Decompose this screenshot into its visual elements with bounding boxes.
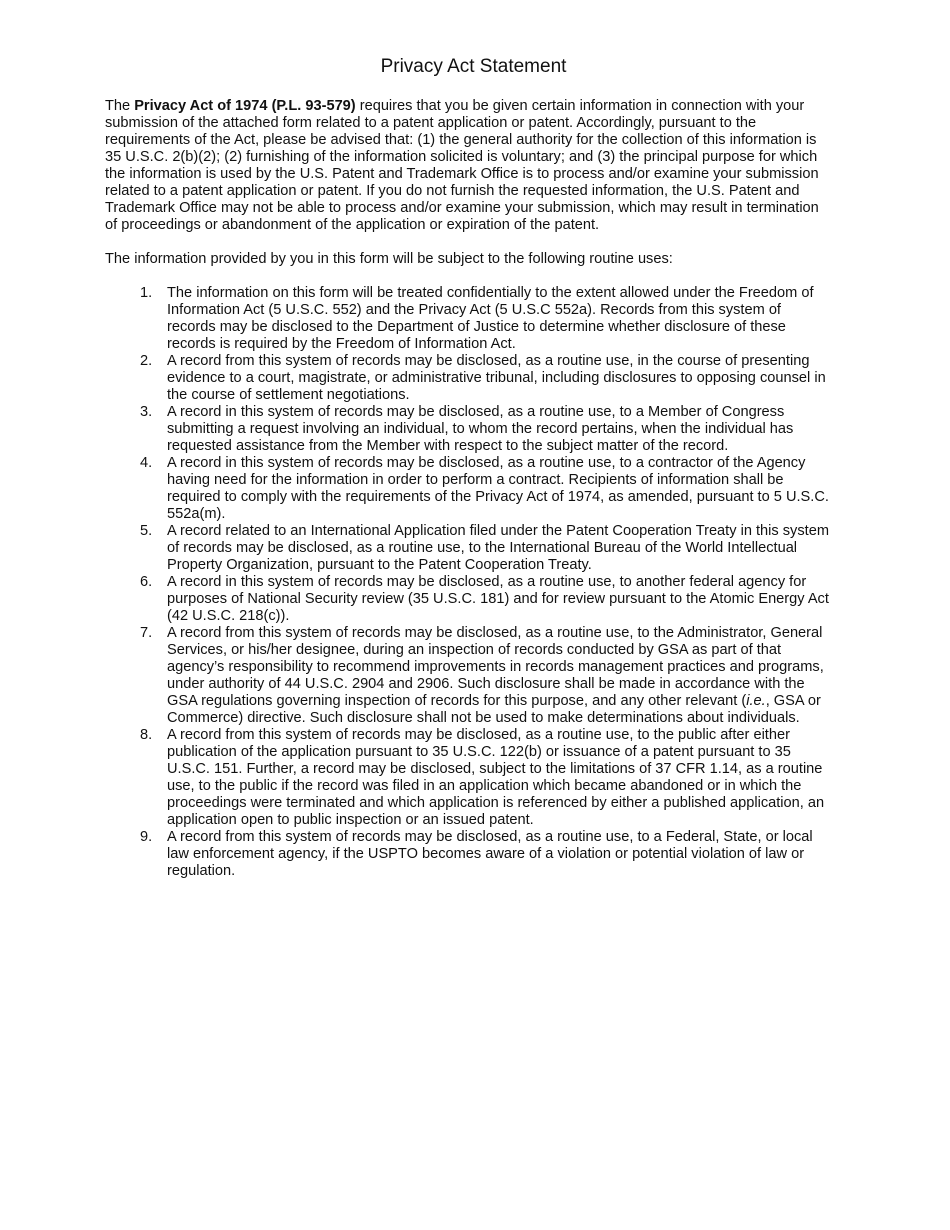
list-item-text-part-a: A record from this system of records may be disclosed, as a routine use, to the Administrator, General Services, or his/her designee, during an inspection of records conducted by GSA as part of that agency’s responsibility to recommend improvements in records management practices and programs, under authority of 44 U.S.C. 2904 and 2906. Such disclosure shall be made in accordance with the GSA regulations governing inspection of records for this purpose, and any other relevant (: [167, 625, 824, 709]
list-item-number: 3.: [140, 404, 153, 420]
intro-paragraph: [105, 98, 830, 234]
list-item: [140, 829, 830, 880]
list-item-text: A record in this system of records may be disclosed, as a routine use, to a Member of Congress submitting a request involving an individual, to whom the record pertains, when the individual has requested assistance from the Member with respect to the subject matter of the record.: [167, 404, 794, 454]
list-item-number: 8.: [140, 727, 153, 743]
routine-uses-list: [105, 285, 830, 880]
list-item-number: 7.: [140, 625, 153, 641]
list-item: [140, 625, 830, 727]
list-item-text: A record from this system of records may be disclosed, as a routine use, to the public after either publication of the application pursuant to 35 U.S.C. 122(b) or issuance of a patent pursuant to 35 U.S.C. 151. Further, a record may be disclosed, subject to the limitations of 37 CFR 1.14, as a routine use, to the public if the record was filed in an application which became abandoned or in which the proceedings were terminated and which application is referenced by either a published application, an application open to public inspection or an issued patent.: [167, 727, 825, 828]
list-item-number: 4.: [140, 455, 153, 471]
intro-act-name: Privacy Act of 1974 (P.L. 93-579): [134, 98, 356, 114]
list-item-number: 6.: [140, 574, 153, 590]
list-item-number: 5.: [140, 523, 153, 539]
intro-prefix: The: [105, 98, 135, 114]
list-item-number: 2.: [140, 353, 153, 369]
list-item-text: A record related to an International Application filed under the Patent Cooperation Treaty in this system of records may be disclosed, as a routine use, to the International Bureau of the World Intellectual Property Organization, pursuant to the Patent Cooperation Treaty.: [167, 523, 829, 573]
list-item: [140, 285, 830, 353]
list-item-text-part-b: , GSA or Commerce) directive. Such disclosure shall not be used to make determinations about individuals.: [167, 693, 821, 726]
list-item-text-italic: i.e.: [746, 693, 766, 709]
list-item-text: [167, 625, 824, 726]
list-item-text: A record in this system of records may be disclosed, as a routine use, to a contractor of the Agency having need for the information in order to perform a contract. Recipients of information shall be required to comply with the requirements of the Privacy Act of 1974, as amended, pursuant to 5 U.S.C. 552a(m).: [167, 455, 829, 522]
list-item-text: A record from this system of records may be disclosed, as a routine use, to a Federal, State, or local law enforcement agency, if the USPTO becomes aware of a violation or potential violation of law or regulation.: [167, 829, 813, 879]
routine-uses-intro: The information provided by you in this form will be subject to the following routine uses:: [105, 251, 673, 267]
list-item: [140, 727, 830, 829]
list-item: [140, 404, 830, 455]
list-item: [140, 353, 830, 404]
list-item-text: A record in this system of records may be disclosed, as a routine use, to another federal agency for purposes of National Security review (35 U.S.C. 181) and for review pursuant to the Atomic Energy Act (42 U.S.C. 218(c)).: [167, 574, 829, 624]
intro-body: requires that you be given certain information in connection with your submission of the attached form related to a patent application or patent. Accordingly, pursuant to the requirements of the Act, please be advised that: (1) the general authority for the collection of this information is 35 U.S.C. 2(b)(2); (2) furnishing of the information solicited is voluntary; and (3) the principal purpose for which the information is used by the U.S. Patent and Trademark Office is to process and/or examine your submission related to a patent application or patent. If you do not furnish the requested information, the U.S. Patent and Trademark Office may not be able to process and/or examine your submission, which may result in termination of proceedings or abandonment of the application or expiration of the patent.: [105, 98, 819, 233]
list-item: [140, 455, 830, 523]
list-item-text: A record from this system of records may be disclosed, as a routine use, in the course of presenting evidence to a court, magistrate, or administrative tribunal, including disclosures to opposing counsel in the course of settlement negotiations.: [167, 353, 826, 403]
list-item: [140, 574, 830, 625]
list-item-number: 9.: [140, 829, 153, 845]
list-item: [140, 523, 830, 574]
list-item-text: The information on this form will be treated confidentially to the extent allowed under the Freedom of Information Act (5 U.S.C. 552) and the Privacy Act (5 U.S.C 552a). Records from this system of records may be disclosed to the Department of Justice to determine whether disclosure of these records is required by the Freedom of Information Act.: [167, 285, 814, 352]
list-item-number: 1.: [140, 285, 153, 301]
page-title: Privacy Act Statement: [380, 56, 567, 77]
